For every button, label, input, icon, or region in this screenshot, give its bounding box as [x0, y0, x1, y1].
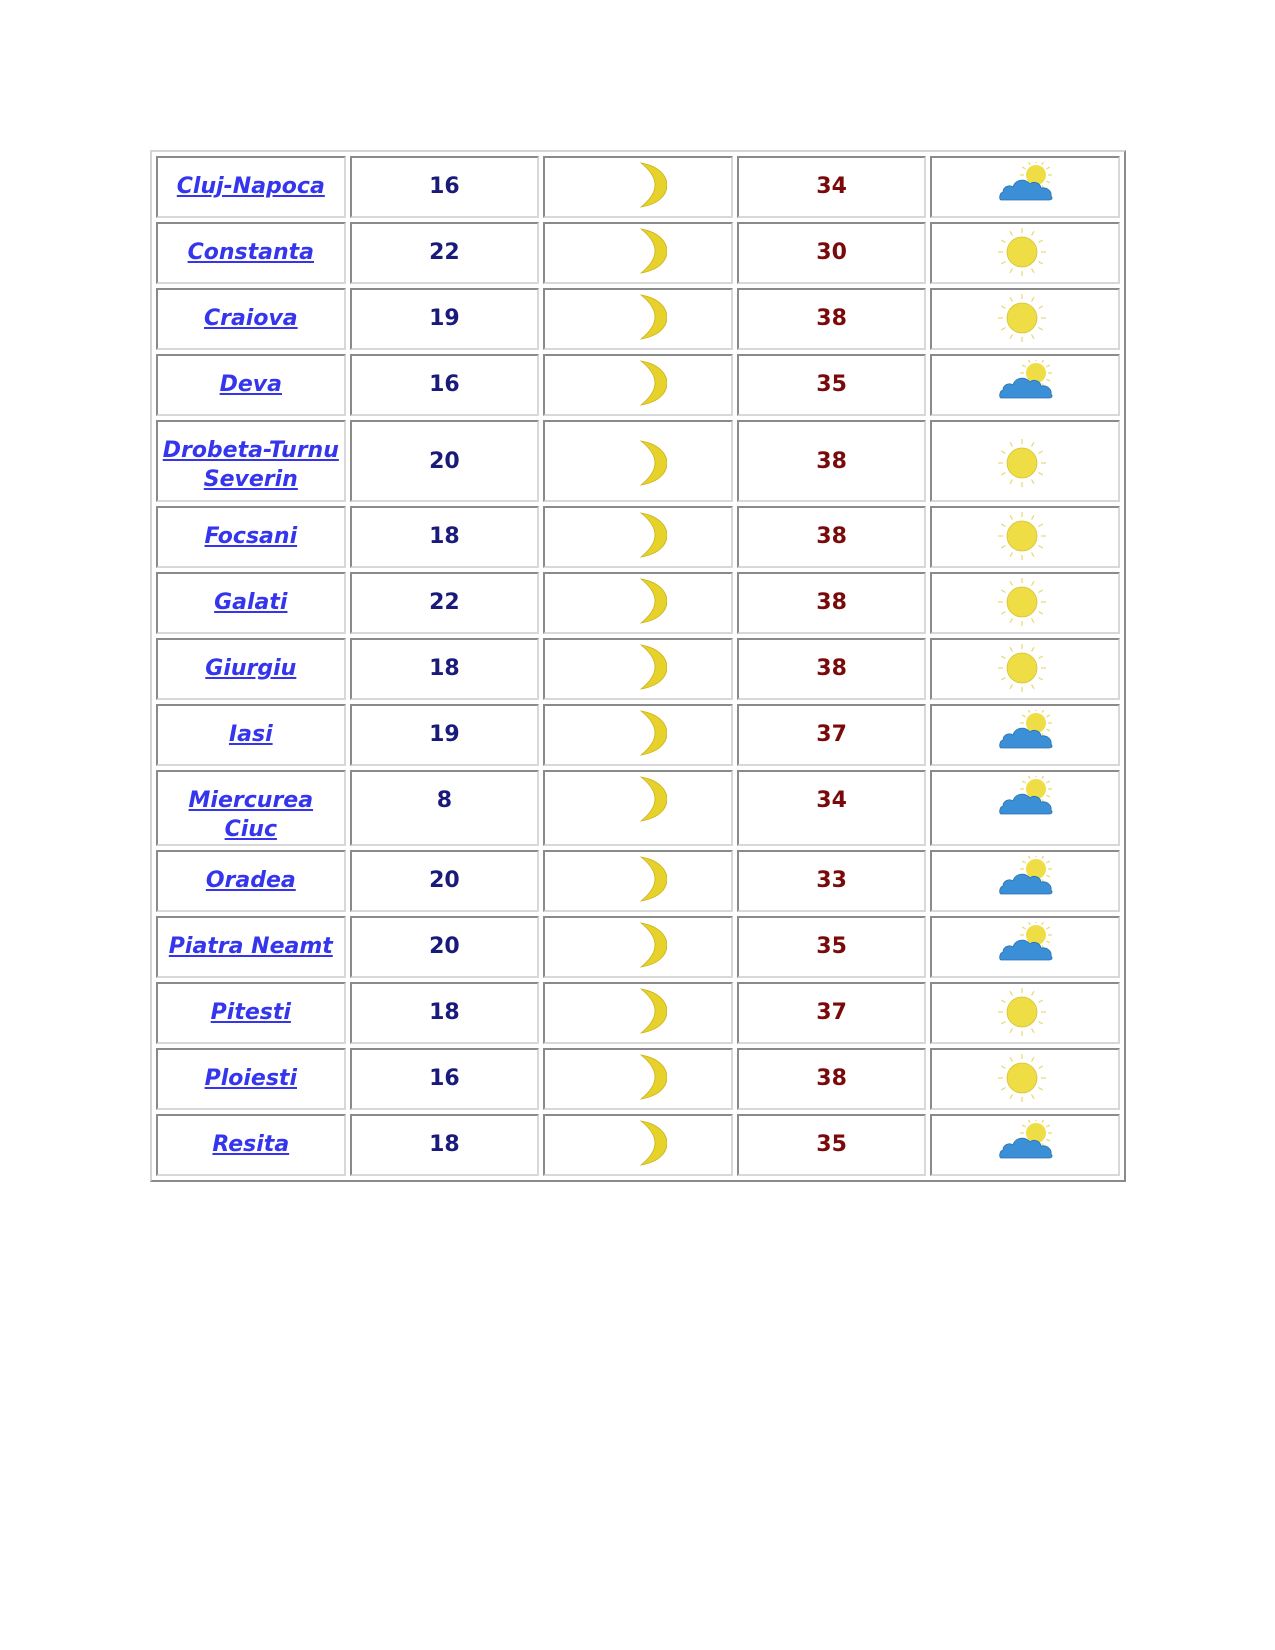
night-icon-cell	[543, 1114, 733, 1176]
crescent-moon-icon	[637, 644, 667, 690]
crescent-moon-icon	[637, 1054, 667, 1100]
crescent-moon-icon	[637, 776, 667, 822]
min-temp: 18	[429, 1132, 460, 1157]
max-temp: 34	[816, 174, 847, 199]
sun-icon	[998, 1054, 1046, 1102]
night-icon-cell	[543, 982, 733, 1044]
table-row	[156, 354, 1120, 416]
day-icon-cell	[930, 506, 1120, 568]
max-temp: 37	[816, 1000, 847, 1025]
min-temp-cell	[350, 354, 540, 416]
max-temp: 35	[816, 934, 847, 959]
city-cell	[156, 222, 346, 284]
day-icon-cell	[930, 222, 1120, 284]
table-row	[156, 1048, 1120, 1110]
table-row	[156, 982, 1120, 1044]
city-link[interactable]: Pitesti	[210, 1000, 291, 1025]
day-icon-cell	[930, 704, 1120, 766]
table-row	[156, 1114, 1120, 1176]
day-icon-cell	[930, 1114, 1120, 1176]
city-link[interactable]: Oradea	[205, 868, 296, 893]
min-temp-cell	[350, 982, 540, 1044]
min-temp-cell	[350, 850, 540, 912]
min-temp-cell	[350, 156, 540, 218]
max-temp-cell	[737, 156, 927, 218]
max-temp-cell	[737, 288, 927, 350]
min-temp: 22	[429, 590, 460, 615]
city-cell	[156, 638, 346, 700]
night-icon-cell	[543, 222, 733, 284]
min-temp: 18	[429, 1000, 460, 1025]
max-temp-cell	[737, 916, 927, 978]
table-row	[156, 222, 1120, 284]
night-icon-cell	[543, 704, 733, 766]
day-icon-cell	[930, 1048, 1120, 1110]
max-temp-cell	[737, 506, 927, 568]
max-temp-cell	[737, 572, 927, 634]
crescent-moon-icon	[637, 440, 667, 486]
min-temp: 19	[429, 306, 460, 331]
max-temp-cell	[737, 704, 927, 766]
city-link[interactable]: Drobeta-Turnu Severin	[162, 438, 339, 492]
max-temp: 38	[816, 448, 847, 474]
day-icon-cell	[930, 850, 1120, 912]
max-temp-cell	[737, 638, 927, 700]
crescent-moon-icon	[637, 578, 667, 624]
crescent-moon-icon	[637, 922, 667, 968]
crescent-moon-icon	[637, 1120, 667, 1166]
table-row	[156, 572, 1120, 634]
city-link[interactable]: Galati	[214, 590, 288, 615]
min-temp-cell	[350, 1048, 540, 1110]
day-icon-cell	[930, 982, 1120, 1044]
day-icon-cell	[930, 770, 1120, 846]
max-temp: 38	[816, 656, 847, 681]
min-temp: 16	[429, 1066, 460, 1091]
city-link[interactable]: Constanta	[187, 240, 314, 265]
table-row	[156, 156, 1120, 218]
min-temp-cell	[350, 1114, 540, 1176]
city-cell	[156, 156, 346, 218]
crescent-moon-icon	[637, 360, 667, 406]
min-temp-cell	[350, 704, 540, 766]
weather-table	[150, 150, 1126, 1182]
day-icon-cell	[930, 156, 1120, 218]
day-icon-cell	[930, 638, 1120, 700]
max-temp-cell	[737, 1048, 927, 1110]
crescent-moon-icon	[637, 294, 667, 340]
night-icon-cell	[543, 506, 733, 568]
min-temp-cell	[350, 572, 540, 634]
city-link[interactable]: Giurgiu	[205, 656, 297, 681]
day-icon-cell	[930, 420, 1120, 502]
city-link[interactable]: Resita	[212, 1132, 290, 1157]
partly-cloudy-icon	[998, 1120, 1054, 1162]
min-temp-cell	[350, 770, 540, 846]
min-temp: 22	[429, 240, 460, 265]
min-temp-cell	[350, 222, 540, 284]
table-row	[156, 638, 1120, 700]
sun-icon	[998, 578, 1046, 626]
min-temp: 16	[429, 174, 460, 199]
sun-icon	[998, 988, 1046, 1036]
city-link[interactable]: Cluj-Napoca	[176, 174, 325, 199]
city-link[interactable]: Craiova	[203, 306, 298, 331]
city-cell	[156, 916, 346, 978]
day-icon-cell	[930, 916, 1120, 978]
table-row	[156, 288, 1120, 350]
sun-icon	[998, 439, 1046, 487]
city-link[interactable]: Piatra Neamt	[168, 934, 333, 959]
partly-cloudy-icon	[998, 922, 1054, 964]
max-temp-cell	[737, 982, 927, 1044]
city-cell	[156, 354, 346, 416]
night-icon-cell	[543, 288, 733, 350]
min-temp: 8	[436, 788, 453, 813]
max-temp: 33	[816, 868, 847, 893]
partly-cloudy-icon	[998, 360, 1054, 402]
night-icon-cell	[543, 156, 733, 218]
min-temp-cell	[350, 916, 540, 978]
max-temp: 35	[816, 1132, 847, 1157]
partly-cloudy-icon	[998, 856, 1054, 898]
crescent-moon-icon	[637, 988, 667, 1034]
city-cell	[156, 572, 346, 634]
min-temp-cell	[350, 638, 540, 700]
sun-icon	[998, 294, 1046, 342]
max-temp-cell	[737, 1114, 927, 1176]
max-temp: 38	[816, 1066, 847, 1091]
city-link[interactable]: Focsani	[204, 524, 298, 549]
night-icon-cell	[543, 770, 733, 846]
night-icon-cell	[543, 850, 733, 912]
crescent-moon-icon	[637, 856, 667, 902]
max-temp: 30	[816, 240, 847, 265]
max-temp-cell	[737, 420, 927, 502]
table-row	[156, 770, 1120, 846]
partly-cloudy-icon	[998, 162, 1054, 204]
city-cell	[156, 770, 346, 846]
max-temp: 37	[816, 722, 847, 747]
crescent-moon-icon	[637, 512, 667, 558]
city-cell	[156, 704, 346, 766]
night-icon-cell	[543, 638, 733, 700]
sun-icon	[998, 228, 1046, 276]
max-temp: 35	[816, 372, 847, 397]
min-temp-cell	[350, 420, 540, 502]
max-temp: 38	[816, 524, 847, 549]
city-link[interactable]: Miercurea Ciuc	[188, 788, 314, 842]
table-row	[156, 850, 1120, 912]
sun-icon	[998, 512, 1046, 560]
city-cell	[156, 288, 346, 350]
min-temp: 20	[429, 934, 460, 959]
max-temp-cell	[737, 850, 927, 912]
day-icon-cell	[930, 572, 1120, 634]
max-temp-cell	[737, 354, 927, 416]
city-link[interactable]: Iasi	[228, 722, 273, 747]
city-link[interactable]: Deva	[219, 372, 282, 397]
crescent-moon-icon	[637, 710, 667, 756]
city-cell	[156, 982, 346, 1044]
max-temp-cell	[737, 770, 927, 846]
min-temp: 18	[429, 656, 460, 681]
partly-cloudy-icon	[998, 776, 1054, 818]
min-temp: 16	[429, 372, 460, 397]
weather-table-body	[156, 156, 1120, 1176]
max-temp: 38	[816, 590, 847, 615]
crescent-moon-icon	[637, 162, 667, 208]
max-temp: 38	[816, 306, 847, 331]
day-icon-cell	[930, 288, 1120, 350]
min-temp: 18	[429, 524, 460, 549]
night-icon-cell	[543, 572, 733, 634]
city-cell	[156, 506, 346, 568]
min-temp-cell	[350, 288, 540, 350]
min-temp: 19	[429, 722, 460, 747]
table-row	[156, 420, 1120, 502]
max-temp: 34	[816, 788, 847, 813]
night-icon-cell	[543, 1048, 733, 1110]
table-row	[156, 506, 1120, 568]
city-cell	[156, 420, 346, 502]
sun-icon	[998, 644, 1046, 692]
city-cell	[156, 1114, 346, 1176]
min-temp: 20	[429, 448, 460, 474]
city-link[interactable]: Ploiesti	[204, 1066, 297, 1091]
night-icon-cell	[543, 420, 733, 502]
min-temp: 20	[429, 868, 460, 893]
crescent-moon-icon	[637, 228, 667, 274]
table-row	[156, 916, 1120, 978]
city-cell	[156, 1048, 346, 1110]
night-icon-cell	[543, 916, 733, 978]
partly-cloudy-icon	[998, 710, 1054, 752]
max-temp-cell	[737, 222, 927, 284]
day-icon-cell	[930, 354, 1120, 416]
min-temp-cell	[350, 506, 540, 568]
night-icon-cell	[543, 354, 733, 416]
table-row	[156, 704, 1120, 766]
city-cell	[156, 850, 346, 912]
